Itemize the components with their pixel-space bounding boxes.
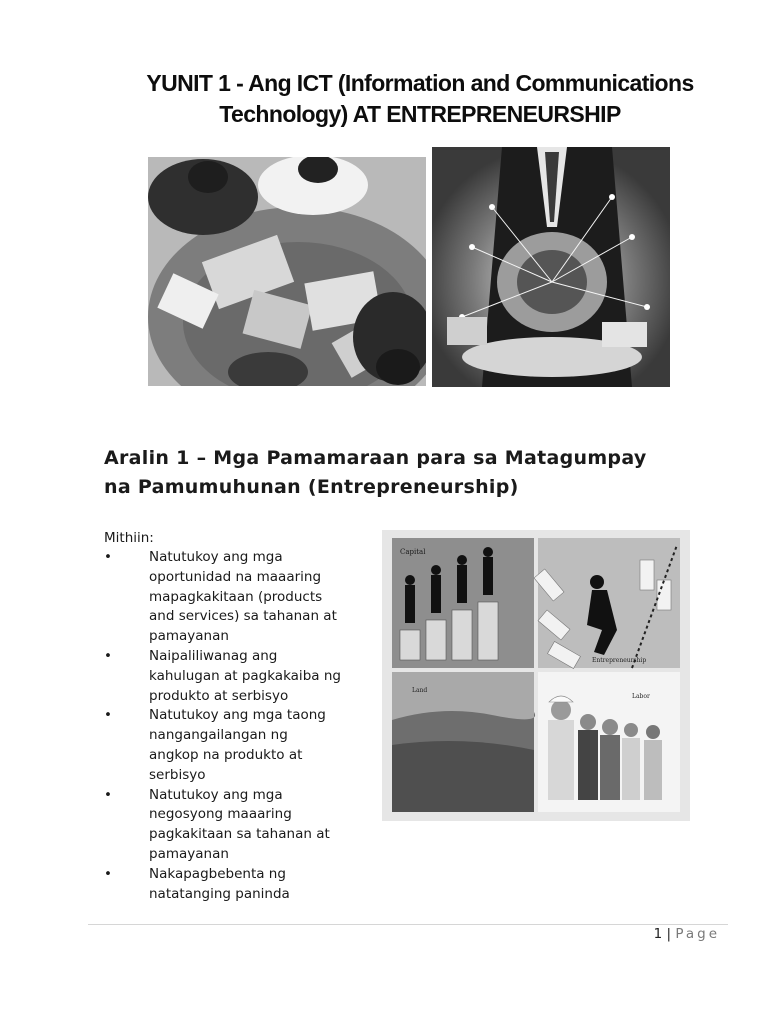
- objective-text-line: pamayanan: [149, 628, 229, 645]
- objective-text-line: negosyong maaaring: [149, 806, 292, 823]
- objective-text-line: nangangailangan ng: [149, 727, 288, 744]
- meeting-photo: [148, 157, 426, 386]
- unit-title-line-2: Technology) AT ENTREPRENEURSHIP: [219, 101, 621, 127]
- bullet-icon: •: [104, 549, 112, 565]
- page-word: Page: [675, 926, 720, 942]
- business-technology-photo: [432, 147, 670, 387]
- objective-text-line: Natutukoy ang mga: [149, 786, 283, 803]
- page-separator: |: [666, 926, 672, 942]
- unit-title: [110, 68, 730, 130]
- objective-text-line: Nakapagbebenta ng: [149, 865, 286, 882]
- objective-item: [104, 647, 364, 706]
- unit-title-line-1: YUNIT 1 - Ang ICT (Information and Communications: [146, 70, 694, 96]
- bullet-icon: •: [104, 786, 112, 803]
- objective-text-line: produkto at serbisyo: [149, 687, 289, 704]
- objective-text-line: kahulugan at pagkakaiba ng: [149, 667, 341, 684]
- objective-text-line: natatanging paninda: [149, 885, 290, 902]
- objectives-heading: Mithiin:: [104, 530, 154, 546]
- objective-text-line: Natutukoy ang mga taong: [149, 707, 326, 724]
- objective-item: [104, 548, 364, 647]
- factors-of-production-collage: [382, 530, 690, 821]
- objective-text-line: Naipaliliwanag ang: [149, 647, 278, 664]
- lesson-title: [104, 444, 704, 502]
- objective-text-line: oportunidad na maaaring: [149, 568, 322, 585]
- collage-label-entrepreneurship: Entrepreneurship: [592, 657, 647, 664]
- objective-text-line: pamayanan: [149, 845, 229, 862]
- bullet-icon: •: [104, 865, 112, 882]
- objective-item: [104, 706, 364, 785]
- lesson-title-line-1: Aralin 1 – Mga Pamamaraan para sa Matagumpay: [104, 447, 647, 469]
- objective-item: [104, 786, 364, 865]
- objective-text-line: serbisyo: [149, 766, 206, 783]
- page-number: 1: [653, 926, 663, 942]
- collage-label-land: Land: [412, 687, 428, 694]
- objective-text-line: pagkakitaan sa tahanan at: [149, 826, 330, 843]
- objective-text-line: Natutukoy ang mga: [149, 549, 283, 565]
- collage-label-labor: Labor: [632, 693, 650, 700]
- objectives-list: [104, 548, 364, 904]
- bullet-icon: •: [104, 647, 112, 664]
- page-footer: [654, 926, 720, 942]
- objective-text-line: mapagkakitaan (products: [149, 588, 323, 605]
- objective-text-line: angkop na produkto at: [149, 746, 303, 763]
- bullet-icon: •: [104, 707, 112, 724]
- objective-item: [104, 865, 364, 905]
- lesson-title-line-2: na Pamumuhunan (Entrepreneurship): [104, 476, 519, 498]
- objective-text-line: and services) sa tahanan at: [149, 608, 337, 625]
- collage-label-capital: Capital: [400, 548, 426, 556]
- footer-rule: [88, 924, 728, 925]
